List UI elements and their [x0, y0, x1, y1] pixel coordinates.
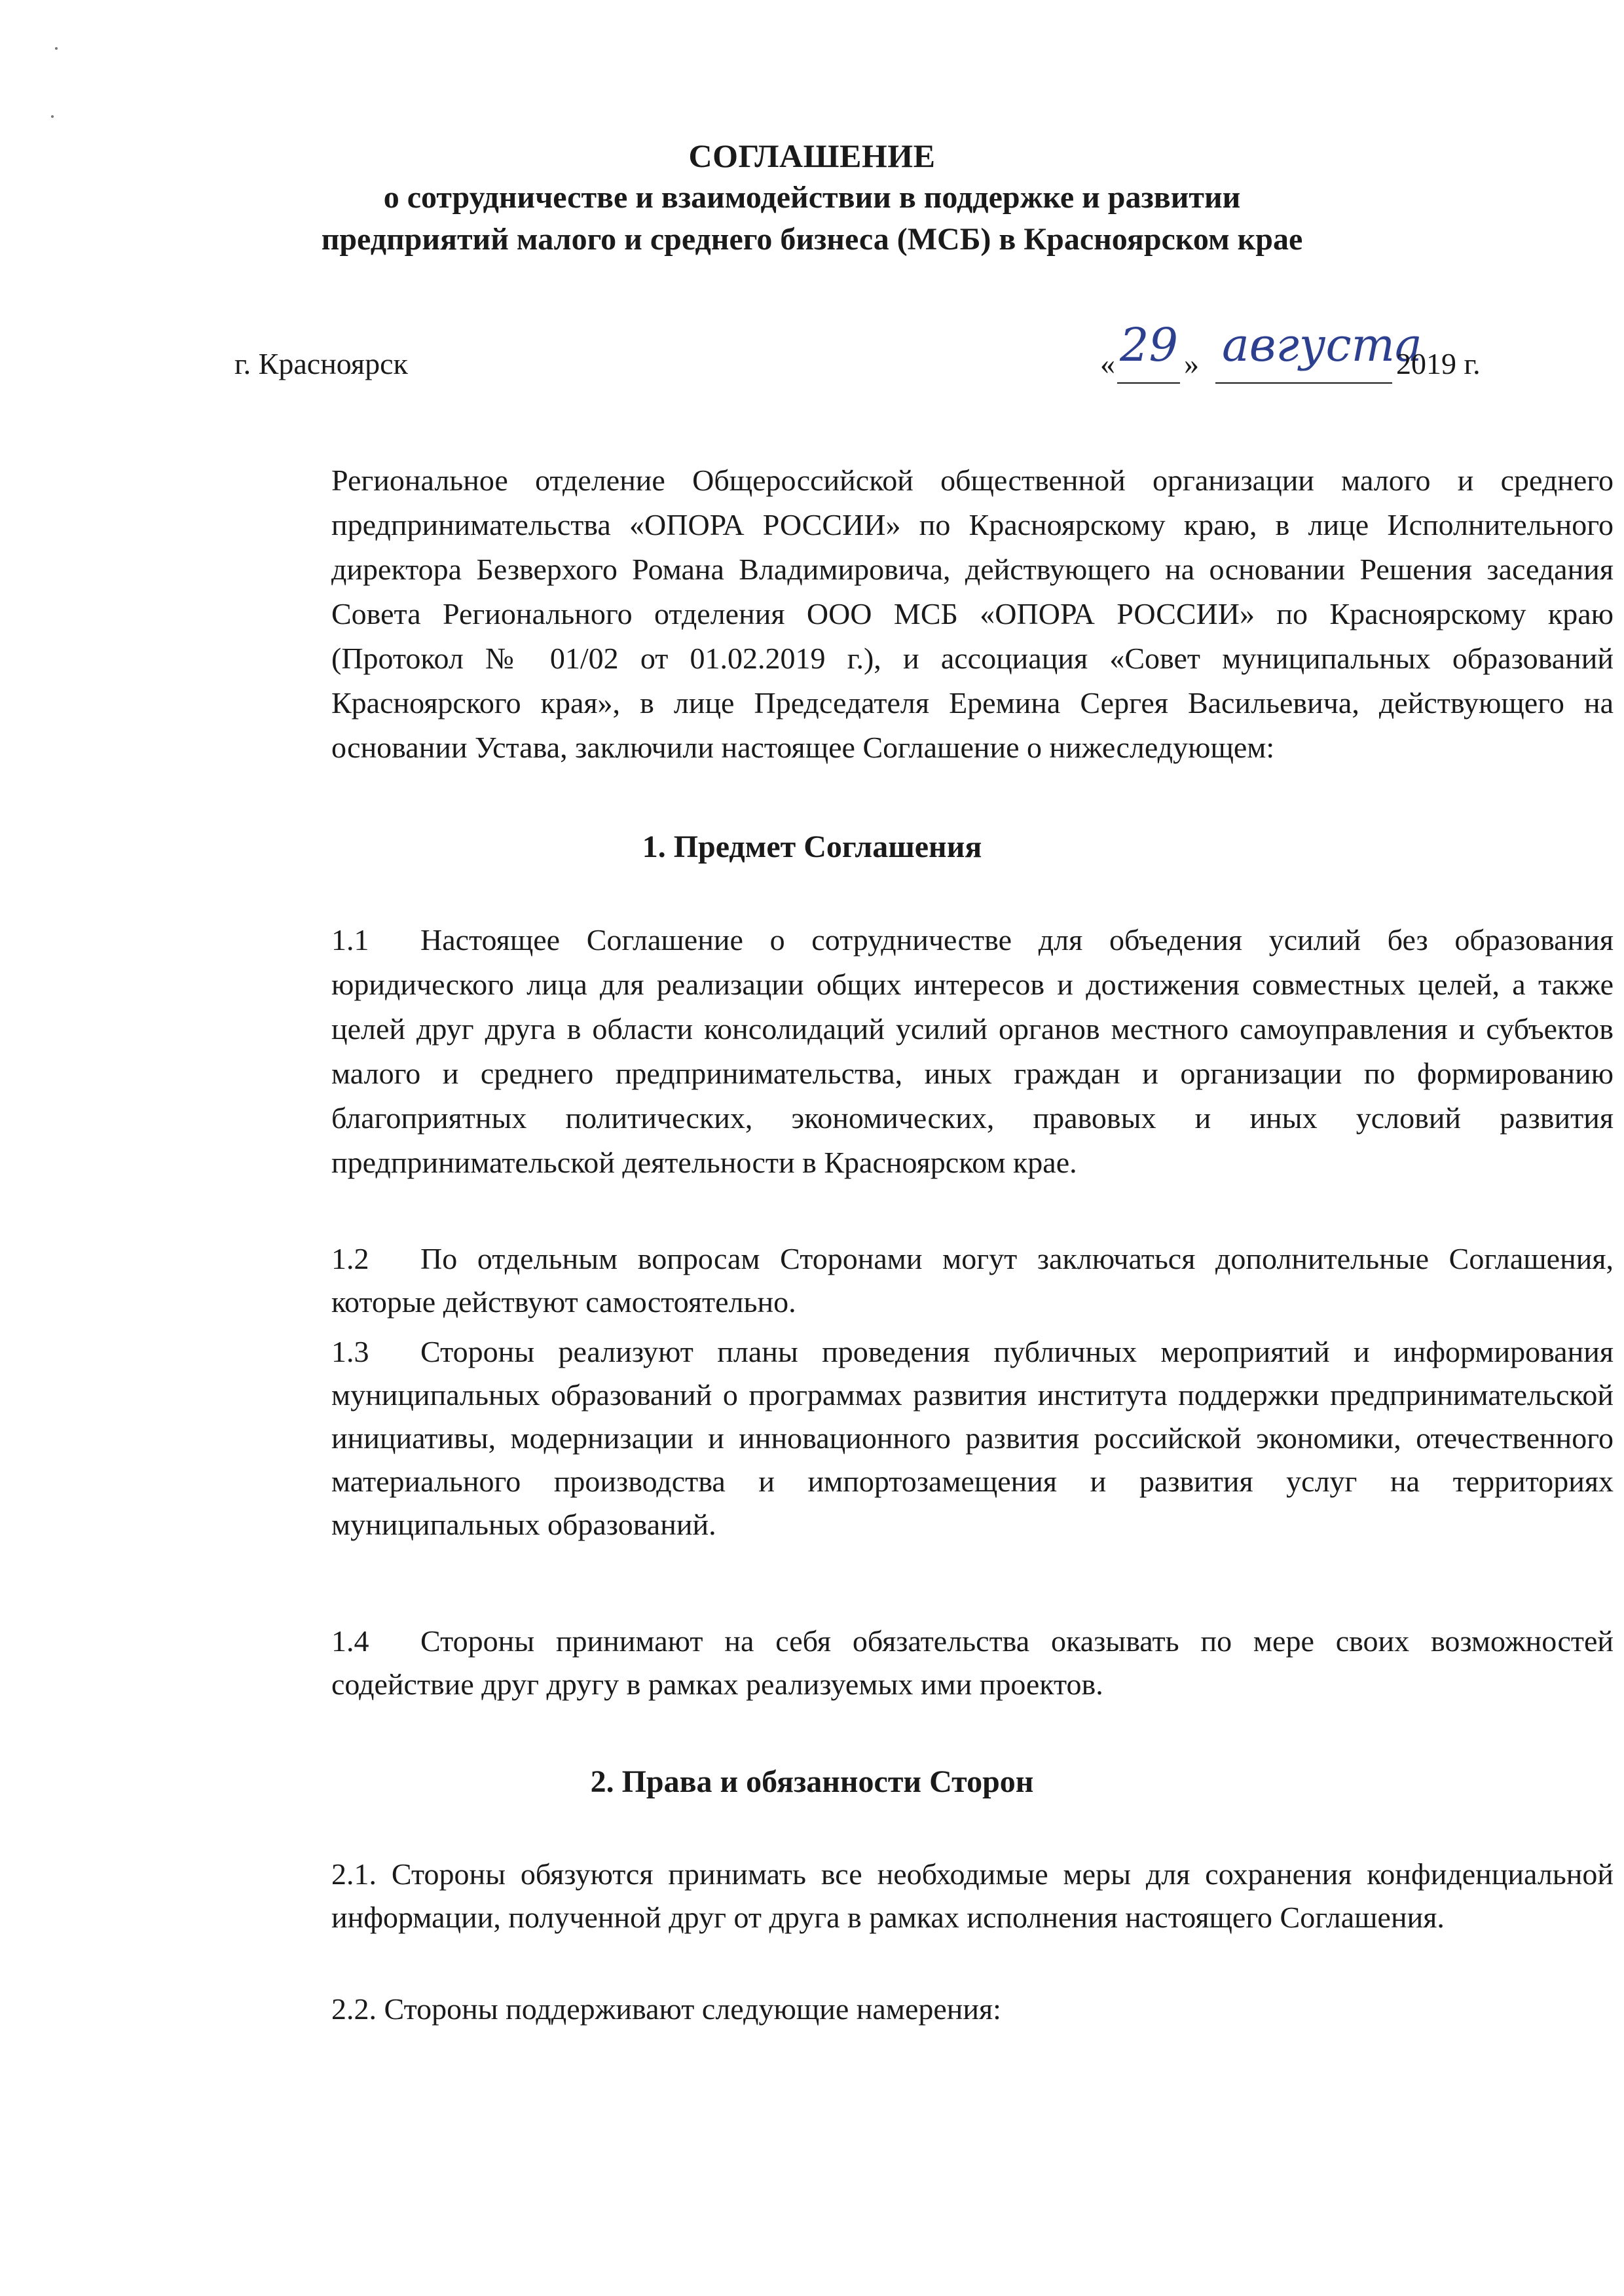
place-of-signing: г. Красноярск [234, 347, 408, 380]
title-line-2: о сотрудничестве и взаимодействии в поддержке и развитии [383, 180, 1241, 215]
date-month-underline [1215, 382, 1392, 384]
scan-speck [55, 47, 58, 50]
clause-number: 1.4 [331, 1624, 369, 1658]
clause-1-2 [233, 1237, 1614, 1324]
title-line-1: СОГЛАШЕНИЕ [688, 137, 936, 174]
clause-1-3 [233, 1330, 1614, 1546]
clause-number: 1.2 [331, 1242, 369, 1275]
date-day-underline [1117, 382, 1180, 384]
clause-text: Стороны реализуют планы проведения публичных мероприятий и информирования муниципальных образований о программах развития института поддержки предпринимательской инициативы, модернизации и инновационного развития российской экономики, отечественного материального производства и импортозамещения и развития услуг на территориях муниципальных образований. [331, 1335, 1614, 1541]
clause-text: Стороны принимают на себя обязательства оказывать по мере своих возможностей содействие друг другу в рамках реализуемых ими проектов. [331, 1624, 1614, 1701]
title-line-3: предприятий малого и среднего бизнеса (МСБ) в Красноярском крае [321, 222, 1303, 257]
section-1-heading: 1. Предмет Соглашения [642, 829, 982, 864]
clause-number: 1.1 [331, 923, 369, 957]
date-close-quote: » [1184, 347, 1199, 380]
clause-2-2: 2.2. Стороны поддерживают следующие намерения: [331, 1992, 1001, 2026]
clause-text: По отдельным вопросам Сторонами могут заключаться дополнительные Соглашения, которые действуют самостоятельно. [331, 1242, 1614, 1319]
date-day-handwritten: 29 [1120, 318, 1179, 372]
scan-speck [51, 115, 54, 118]
clause-1-4 [233, 1620, 1614, 1706]
section-2-heading: 2. Права и обязанности Сторон [590, 1764, 1034, 1799]
document-title [0, 135, 1624, 261]
clause-number: 1.3 [331, 1335, 369, 1368]
signing-date [1100, 318, 1513, 388]
date-year: 2019 г. [1396, 347, 1481, 380]
date-open-quote: « [1100, 347, 1115, 380]
clause-2-1: 2.1. Стороны обязуются принимать все необходимые меры для сохранения конфиденциальной информации, полученной друг от друга в рамках исполнения настоящего Соглашения. [331, 1857, 1614, 1934]
date-month-handwritten: августа [1222, 318, 1422, 372]
preamble-paragraph: Региональное отделение Общероссийской общественной организации малого и среднего предпринимательства «ОПОРА РОССИИ» по Красноярскому краю, в лице Исполнительного директора Безверхого Романа Владимировича, действующего на основании Решения заседания Совета Регионального отделения ООО МСБ «ОПОРА РОССИИ» по Красноярскому краю (Протокол № 01/02 от 01.02.2019 г.), и ассоциация «Совет муниципальных образований Красноярского края», в лице Председателя Еремина Сергея Васильевича, действующего на основании Устава, заключили настоящее Соглашение о нижеследующем: [331, 464, 1614, 764]
clause-1-1 [233, 918, 1614, 1185]
clause-text: Настоящее Соглашение о сотрудничестве для объедения усилий без образования юридического лица для реализации общих интересов и достижения совместных целей, а также целей друг друга в области консолидаций усилий органов местного самоуправления и субъектов малого и среднего предпринимательства, иных граждан и организации по формированию благоприятных политических, экономических, правовых и иных условий развития предпринимательской деятельности в Красноярском крае. [331, 923, 1614, 1179]
